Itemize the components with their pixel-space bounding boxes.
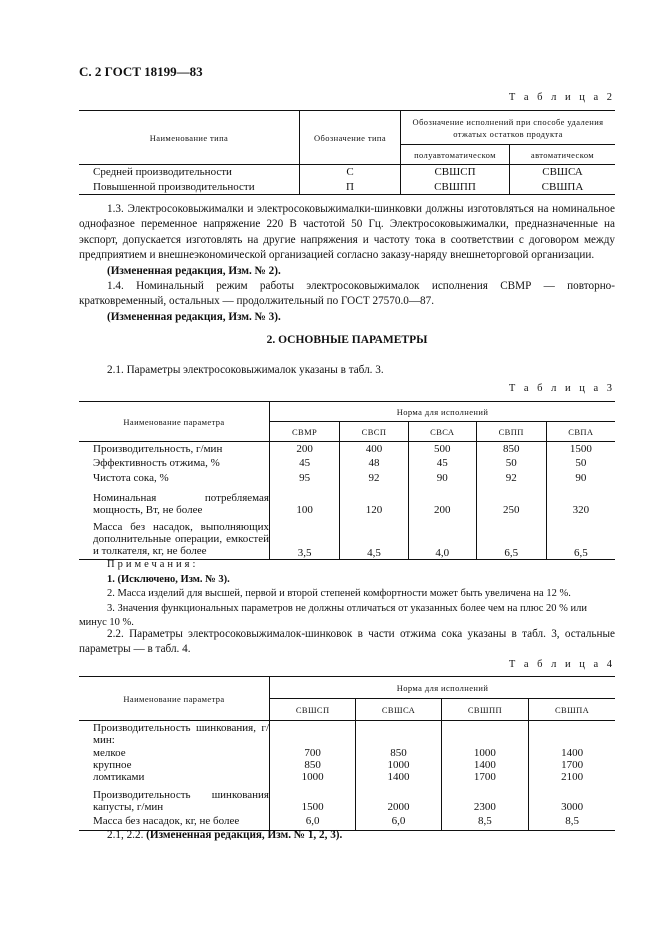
table4-col-group: Норма для исполнений bbox=[270, 677, 616, 699]
table2-caption: Т а б л и ц а 2 bbox=[508, 92, 615, 103]
table3-cell: 320 bbox=[572, 503, 590, 516]
table4-cell: 6,0 bbox=[356, 813, 441, 831]
table4-row-name: Масса без насадок, кг, не более bbox=[79, 813, 270, 831]
table2-col-group: Обозначение исполнений при способе удаления отжатых остатков продукта bbox=[401, 111, 616, 145]
paragraph-1-4: 1.4. Номинальный режим работы электросоковыжималок исполнения СВМР — повторно-кратковременный, остальных — продолжительный по ГОСТ 27570.0—87. bbox=[79, 280, 615, 308]
table2-row-name: Повышенной производительности bbox=[79, 180, 300, 195]
table3-cell: 50 bbox=[476, 456, 546, 470]
section-2-title: 2. ОСНОВНЫЕ ПАРАМЕТРЫ bbox=[266, 334, 428, 346]
table3-col-svmr: СВМР bbox=[270, 422, 340, 442]
table4-subrow-name: ломтиками bbox=[79, 771, 270, 783]
table3-cell: 400 bbox=[340, 442, 409, 456]
note-2: 2. Масса изделий для высшей, первой и второй степеней комфортности может быть увеличена на 12 %. bbox=[107, 588, 571, 599]
table3-cell: 4,5 bbox=[340, 516, 409, 560]
footer-edit-note bbox=[79, 828, 615, 843]
table3 bbox=[79, 401, 615, 560]
table3-cell: 50 bbox=[575, 456, 587, 469]
table4-caption: Т а б л и ц а 4 bbox=[508, 659, 615, 670]
table4-cell: 850 bbox=[356, 747, 441, 759]
note-3: 3. Значения функциональных параметров не должны отличаться от указанных более чем на плюс 20 % или минус 10 %. bbox=[79, 602, 587, 628]
table4-cell: 700 bbox=[270, 747, 356, 759]
table4-cell: 8,5 bbox=[529, 813, 615, 831]
table2-row-semi: СВШСП bbox=[401, 165, 510, 180]
edit-note-2: (Измененная редакция, Изм. № 2). bbox=[107, 264, 281, 277]
table4-cell: 1700 bbox=[561, 758, 584, 771]
notes-title: Примечания: bbox=[107, 559, 199, 570]
section1-text bbox=[79, 202, 615, 325]
table3-row-name: Эффективность отжима, % bbox=[79, 456, 270, 470]
table3-cell: 90 bbox=[575, 471, 587, 484]
table3-cell: 200 bbox=[408, 486, 476, 516]
table4-cell: 1000 bbox=[270, 771, 356, 783]
table2-row-semi: СВШПП bbox=[401, 180, 510, 195]
notes-block bbox=[79, 558, 615, 631]
table3-cell: 250 bbox=[476, 486, 546, 516]
footer-edit: (Измененная редакция, Изм. № 1, 2, 3). bbox=[146, 829, 343, 841]
table3-cell: 200 bbox=[270, 442, 340, 456]
table3-cell: 500 bbox=[408, 442, 476, 456]
table4-col-svshsa: СВШСА bbox=[356, 699, 441, 721]
table2-col-auto: автоматическом bbox=[510, 145, 616, 165]
table3-cell: 3,5 bbox=[270, 516, 340, 560]
note-1: 1. (Исключено, Изм. № 3). bbox=[107, 573, 230, 585]
table4-cell: 1000 bbox=[441, 747, 529, 759]
table4-row-name: Производительность шинкования, г/мин: bbox=[79, 721, 270, 747]
table4-empty-cell bbox=[270, 721, 356, 747]
table3-cell: 1500 bbox=[569, 442, 592, 455]
table3-col-svsp: СВСП bbox=[340, 422, 409, 442]
table3-cell: 48 bbox=[340, 456, 409, 470]
table3-caption: Т а б л и ц а 3 bbox=[508, 383, 615, 394]
table3-cell: 6,5 bbox=[546, 516, 615, 560]
table3-col-svpa: СВПА bbox=[546, 422, 615, 442]
table4-cell: 1000 bbox=[356, 759, 441, 771]
table3-cell: 90 bbox=[408, 470, 476, 486]
table4-cell: 1400 bbox=[561, 746, 584, 759]
table4-subrow-name: крупное bbox=[79, 759, 270, 771]
table3-cell: 92 bbox=[476, 470, 546, 486]
paragraph-2-2: 2.2. Параметры электросоковыжималок-шинковок в части отжима сока указаны в табл. 3, остальные параметры — в табл. 4. bbox=[79, 628, 615, 656]
table4-cell: 6,0 bbox=[270, 813, 356, 831]
table4-cell: 1500 bbox=[270, 783, 356, 813]
edit-note-3: (Измененная редакция, Изм. № 3). bbox=[107, 310, 281, 323]
table3-cell: 100 bbox=[270, 486, 340, 516]
table4-col-svshpa: СВШПА bbox=[529, 699, 615, 721]
table3-col-name: Наименование параметра bbox=[79, 402, 270, 442]
table3-cell: 6,5 bbox=[476, 516, 546, 560]
table3-cell: 850 bbox=[476, 442, 546, 456]
table4-col-svshpp: СВШПП bbox=[441, 699, 529, 721]
table4-subrow-name: мелкое bbox=[79, 747, 270, 759]
table2-col-semi: полуавтоматическом bbox=[401, 145, 510, 165]
table4-col-name: Наименование параметра bbox=[79, 677, 270, 721]
table3-col-svsa: СВСА bbox=[408, 422, 476, 442]
table3-cell: 92 bbox=[340, 470, 409, 486]
paragraph-1-3: 1.3. Электросоковыжималки и электросоковыжималки-шинковки должны изготовляться на номинальное однофазное переменное напряжение 220 В частотой 50 Гц. Электросоковыжималки, предназначенные на экспорт, допускается изготовлять на другие напряжения и частоту тока в соответствии с договором между предприятием и внешнеэкономической организацией согласно заказу-наряду внешнеторговой организации. bbox=[79, 203, 615, 262]
table4-cell: 8,5 bbox=[441, 813, 529, 831]
table2 bbox=[79, 110, 615, 195]
table4-cell: 2300 bbox=[441, 783, 529, 813]
table2-row-auto: СВШСА bbox=[542, 166, 583, 179]
table4-cell: 1700 bbox=[441, 771, 529, 783]
table4-empty-cell bbox=[441, 721, 529, 747]
footer-ref: 2.1, 2.2. bbox=[107, 829, 144, 841]
table2-col-code: Обозначение типа bbox=[300, 111, 401, 165]
table3-cell: 95 bbox=[270, 470, 340, 486]
table4-cell: 2100 bbox=[561, 770, 584, 783]
table4-cell: 1400 bbox=[356, 771, 441, 783]
table2-col-name: Наименование типа bbox=[79, 111, 300, 165]
table2-row-code: С bbox=[300, 165, 401, 180]
table3-row-name: Производительность, г/мин bbox=[79, 442, 270, 456]
table3-col-svpp: СВПП bbox=[476, 422, 546, 442]
table4-cell: 1400 bbox=[441, 759, 529, 771]
table3-row-name: Номинальная потребляемая мощность, Вт, не более bbox=[79, 486, 270, 516]
table3-cell: 45 bbox=[408, 456, 476, 470]
table4 bbox=[79, 676, 615, 831]
table3-cell: 4,0 bbox=[408, 516, 476, 560]
table2-row-name: Средней производительности bbox=[79, 165, 300, 180]
paragraph-2-2-wrap bbox=[79, 627, 615, 658]
table4-row-name: Производительность шинкования капусты, г/мин bbox=[79, 783, 270, 813]
table3-cell: 120 bbox=[340, 486, 409, 516]
table3-cell: 45 bbox=[270, 456, 340, 470]
table4-empty-cell bbox=[529, 721, 615, 747]
paragraph-2-1-wrap bbox=[79, 363, 615, 378]
table3-row-name: Масса без насадок, выполняющих дополнительные операции, емкостей и толкателя, кг, не более bbox=[79, 516, 270, 560]
table4-col-svshsp: СВШСП bbox=[270, 699, 356, 721]
paragraph-2-1: 2.1. Параметры электросоковыжималок указаны в табл. 3. bbox=[107, 364, 384, 376]
table2-row-auto: СВШПА bbox=[510, 180, 616, 195]
page-header: С. 2 ГОСТ 18199—83 bbox=[79, 64, 203, 79]
table3-col-group: Норма для исполнений bbox=[270, 402, 616, 422]
table2-row-code: П bbox=[300, 180, 401, 195]
table4-cell: 2000 bbox=[356, 783, 441, 813]
table4-cell: 850 bbox=[270, 759, 356, 771]
table4-cell: 3000 bbox=[561, 800, 584, 813]
table3-row-name: Чистота сока, % bbox=[79, 470, 270, 486]
table4-empty-cell bbox=[356, 721, 441, 747]
